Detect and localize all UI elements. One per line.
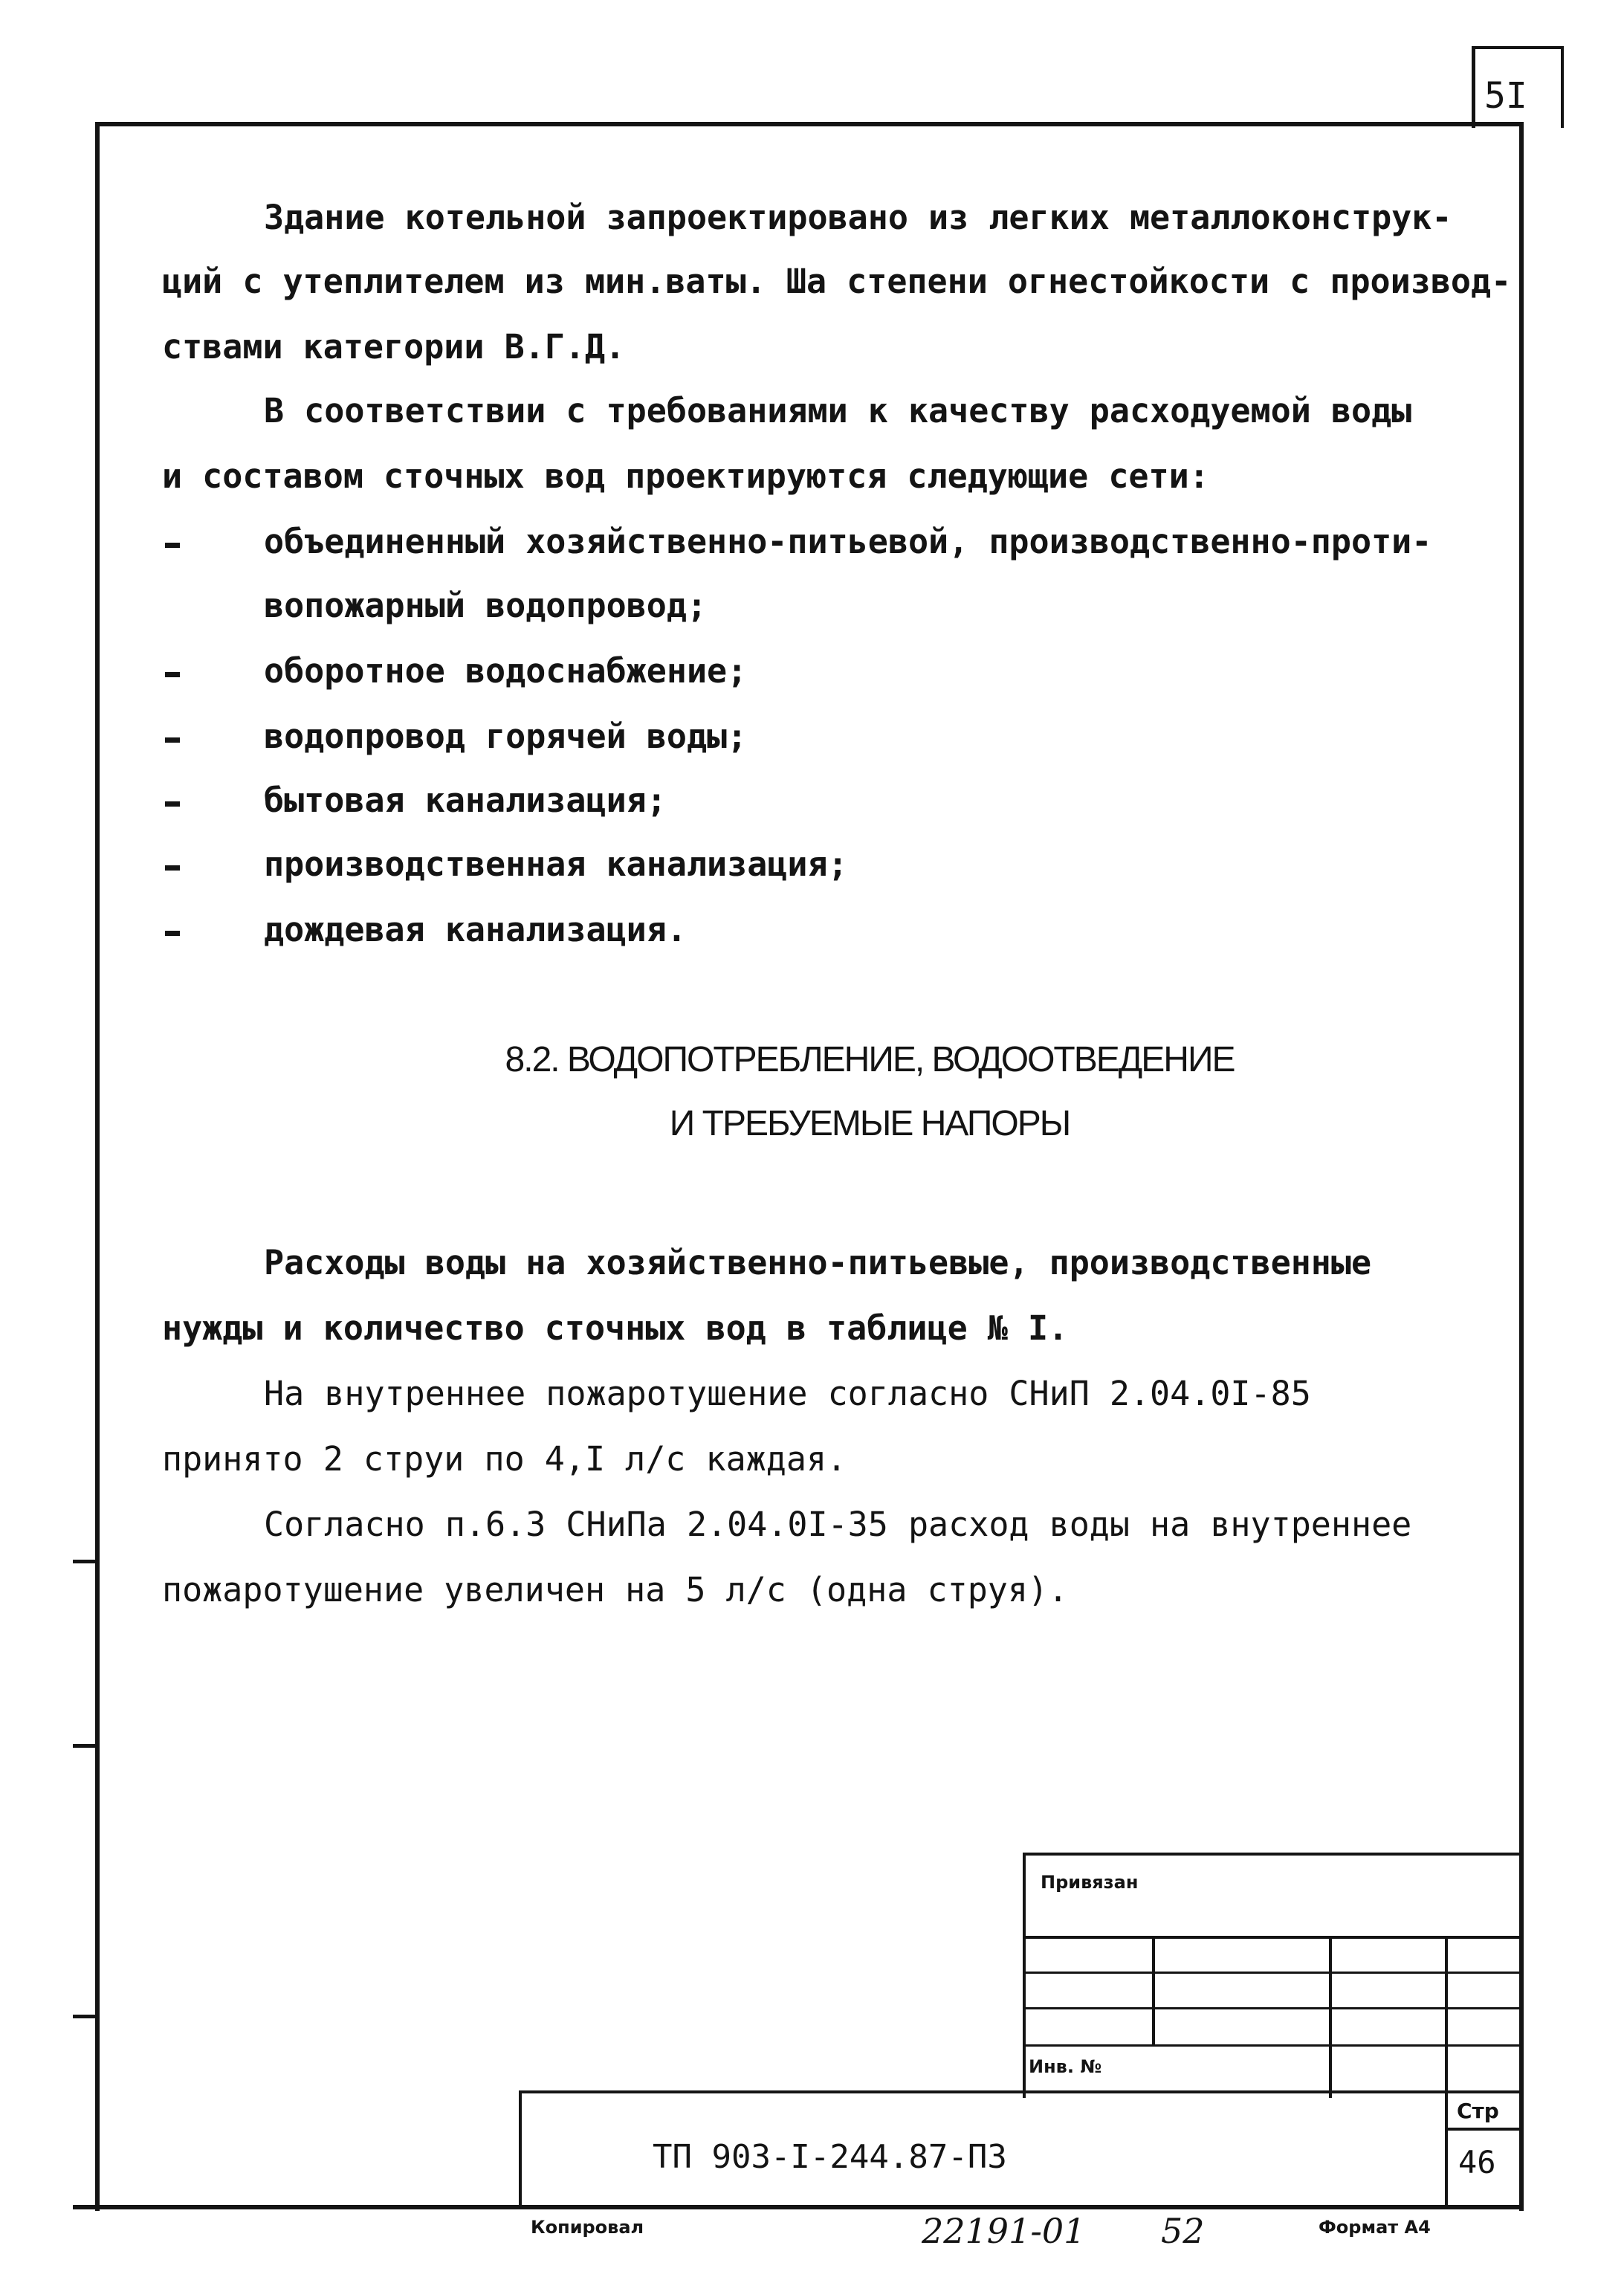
text-line: ций с утеплителем из мин.ваты. Шa степени огнестойкости с производ- [162, 262, 1512, 301]
stamp-line [1023, 1853, 1524, 1856]
inv-label: Инв. № [1029, 2056, 1102, 2077]
text-line: В соответствии с требованиями к качеству расходуемой воды [264, 391, 1412, 430]
sheet-label: Стр [1457, 2099, 1499, 2123]
section-heading-line-2: И ТРЕБУЕМЫЕ НАПОРЫ [669, 1104, 1070, 1143]
text-line: дождевая канализация. [264, 910, 687, 949]
text-line: производственная канализация; [264, 845, 848, 884]
text-line: пожаротушение увеличен на 5 л/с (одна струя). [162, 1570, 1069, 1609]
bullet-dash [165, 931, 180, 936]
stamp-line [1445, 1936, 1448, 2098]
text-line: Согласно п.6.3 СНиПа 2.04.0I-35 расход воды на внутреннее [264, 1505, 1412, 1544]
bullet-dash [165, 737, 180, 743]
page-number: 5I [1484, 75, 1527, 117]
margin-tick [73, 1560, 98, 1563]
stamp-line [1329, 1936, 1332, 2098]
text-line: принято 2 струи по 4,I л/с каждая. [162, 1439, 847, 1479]
text-line: оборотное водоснабжение; [264, 651, 748, 691]
bullet-dash [165, 865, 180, 871]
page-number-box-left [1472, 46, 1475, 128]
section-heading-line-1: 8.2. ВОДОПОТРЕБЛЕНИЕ, ВОДООТВЕДЕНИЕ [505, 1040, 1235, 1079]
stamp-line [519, 2090, 1524, 2093]
text-line: водопровод горячей воды; [264, 717, 748, 756]
text-line: ствами категории В.Г.Д. [162, 327, 626, 366]
stamp-line [1023, 2007, 1524, 2009]
margin-tick [73, 2015, 98, 2018]
handwritten-number: 22191-01 [922, 2211, 1086, 2251]
stamp-line [1023, 1972, 1524, 1974]
attached-label: Привязан [1041, 1872, 1139, 1893]
text-line: На внутреннее пожаротушение согласно СНиП 2.04.0I-85 [264, 1374, 1311, 1413]
bullet-dash [165, 543, 180, 548]
text-line: объединенный хозяйственно-питьевой, производственно-проти- [264, 522, 1432, 561]
stamp-line [1445, 2090, 1448, 2209]
frame-bottom [73, 2205, 1524, 2209]
handwritten-page: 52 [1161, 2211, 1205, 2251]
document-code: ТП 903-I-244.87-ПЗ [653, 2138, 1007, 2176]
bullet-dash [165, 672, 180, 677]
bullet-dash [165, 801, 180, 807]
text-line: бытовая канализация; [264, 781, 667, 820]
stamp-line [1023, 1936, 1524, 1939]
text-line: Расходы воды на хозяйственно-питьевые, производственные [264, 1243, 1372, 1282]
stamp-line [1445, 2128, 1524, 2131]
stamp-line [1152, 1936, 1155, 2044]
margin-tick [73, 1744, 98, 1748]
page-number-box-right [1561, 46, 1564, 128]
sheet-number: 46 [1458, 2144, 1496, 2180]
frame-right [1519, 122, 1524, 2211]
stamp-line [1023, 1853, 1026, 2098]
frame-top [95, 122, 1522, 126]
stamp-line [519, 2090, 522, 2209]
stamp-line [1023, 2044, 1524, 2047]
text-line: нужды и количество сточных вод в таблице № I. [162, 1308, 1069, 1348]
text-line: Здание котельной запроектировано из легких металлоконструк- [264, 198, 1452, 237]
page-number-box-top [1472, 46, 1564, 49]
text-line: и составом сточных вод проектируются следующие сети: [162, 456, 1209, 496]
copied-label: Копировал [531, 2217, 644, 2238]
text-line: вопожарный водопровод; [264, 586, 708, 625]
format-label: Формат А4 [1319, 2217, 1431, 2238]
frame-left [95, 122, 100, 2211]
